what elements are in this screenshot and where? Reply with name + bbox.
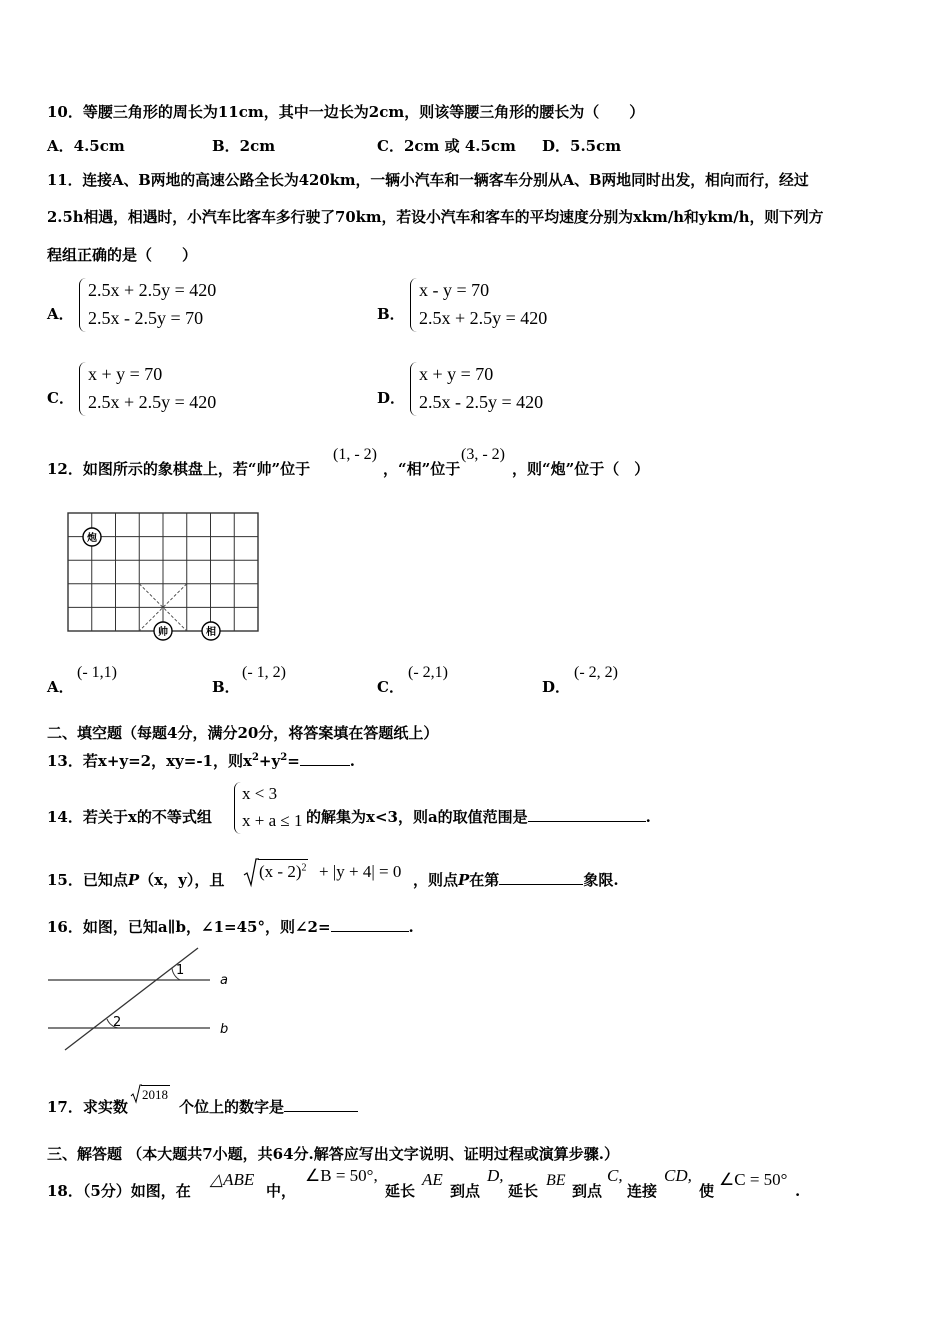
angle1-label: 1 — [176, 963, 185, 978]
q16-line — [47, 918, 414, 936]
label-b: b — [220, 1022, 229, 1037]
q17-prefix: 17．求实数 — [47, 1098, 128, 1116]
q15-radicand-text: (x - 2) — [259, 862, 302, 881]
q11-system-c-eq1: x + y = 70 — [88, 364, 163, 384]
q17-suffix-line — [179, 1098, 358, 1116]
q12-coord-shuai: (1, - 2) — [333, 446, 377, 463]
q17-radicand: 2018 — [142, 1087, 168, 1102]
q14-answer-blank[interactable] — [528, 821, 646, 822]
piece-shuai — [154, 622, 172, 640]
q15-line-b — [413, 871, 619, 889]
q18-text7: 使 — [699, 1182, 715, 1200]
q13-end: . — [349, 752, 355, 770]
q12-stem-part1: 12．如图所示的象棋盘上，若“帅”位于 — [47, 460, 311, 478]
q12-label-d: D． — [542, 678, 571, 696]
q14-brace — [234, 782, 241, 834]
q15-abs-part: + |y + 4| = 0 — [319, 862, 402, 881]
q11-system-d-eq1: x + y = 70 — [419, 364, 494, 384]
q11-system-c-eq2: 2.5x + 2.5y = 420 — [88, 392, 217, 412]
q18-point-c: C, — [607, 1166, 623, 1185]
q18-angle-b: ∠B = 50°, — [305, 1166, 378, 1185]
q18-text3: 到点 — [450, 1182, 481, 1200]
q12-label-b: B． — [212, 678, 240, 696]
q18-text6: 连接 — [627, 1182, 658, 1200]
q18-ae: AE — [422, 1170, 443, 1189]
q13-suffix: = — [287, 752, 300, 770]
q15-answer-blank[interactable] — [499, 884, 583, 885]
piece-pao — [83, 528, 101, 546]
parallel-lines-figure — [44, 944, 244, 1056]
q12-stem-part3: ，则“炮”位于（ ） — [512, 460, 650, 478]
angle2-label: 2 — [113, 1015, 122, 1030]
q16-answer-blank[interactable] — [331, 931, 409, 932]
q15-radical-sign — [243, 858, 259, 888]
q12-stem-part2: ，“相”位于 — [383, 460, 461, 478]
q14-ineq1: x < 3 — [242, 784, 278, 803]
q11-brace-d — [410, 362, 417, 416]
q15-line-a — [47, 871, 224, 889]
q17-answer-blank[interactable] — [284, 1111, 358, 1112]
q12-option-b: (- 1, 2) — [242, 664, 286, 681]
q11-label-d: D． — [377, 389, 406, 407]
q18-text5: 到点 — [572, 1182, 603, 1200]
q18-point-d: D, — [487, 1166, 504, 1185]
q15-coords: （x，y），且 — [139, 871, 225, 889]
q13-answer-blank[interactable] — [300, 765, 350, 766]
q11-stem-line1: 11．连接A、B两地的高速公路全长为420km，一辆小汽车和一辆客车分别从A、B两地同时出发，相向而行，经过 — [47, 172, 809, 189]
q14-suffix: 的解集为x<3，则a的取值范围是 — [306, 808, 528, 826]
q15-point-p-2: P — [458, 871, 470, 889]
q12-option-c: (- 2,1) — [408, 664, 448, 681]
piece-xiang — [202, 622, 220, 640]
q11-system-a-eq1: 2.5x + 2.5y = 420 — [88, 280, 217, 300]
piece-xiang-label: 相 — [206, 627, 216, 638]
q13-sup1: 2 — [251, 752, 259, 763]
q10-option-b: B．2cm — [212, 137, 276, 155]
q15-radicand — [258, 859, 308, 882]
q18-text4: 延长 — [508, 1182, 539, 1200]
q11-brace-c — [79, 362, 86, 416]
q14-prefix: 14．若关于x的不等式组 — [47, 808, 212, 826]
chessboard-figure — [62, 508, 266, 644]
q11-system-d-eq2: 2.5x - 2.5y = 420 — [419, 392, 544, 412]
piece-pao-label: 炮 — [87, 533, 97, 544]
q11-label-c: C． — [47, 389, 74, 407]
q18-text1: 中， — [266, 1182, 297, 1200]
q18-text2: 延长 — [385, 1182, 416, 1200]
q10-stem: 10．等腰三角形的周长为11cm，其中一边长为2cm，则该等腰三角形的腰长为（ ） — [47, 103, 645, 121]
q18-cd: CD, — [664, 1166, 692, 1185]
q11-stem-line2: 2.5h相遇，相遇时，小汽车比客车多行驶了70km，若设小汽车和客车的平均速度分别为xkm/h和ykm/h，则下列方 — [47, 209, 824, 226]
q12-coord-xiang: (3, - 2) — [461, 446, 505, 463]
q18-triangle: △ABE — [210, 1170, 255, 1189]
q18-angle-c: ∠C = 50° — [719, 1170, 788, 1189]
q12-option-d: (- 2, 2) — [574, 664, 618, 681]
q12-option-a: (- 1,1) — [77, 664, 117, 681]
q15-suffix: 在第 — [469, 871, 500, 889]
q14-suffix-line — [306, 808, 651, 826]
q16-end: . — [408, 918, 414, 936]
q11-system-b-eq1: x - y = 70 — [419, 280, 490, 300]
q13-mid: +y — [258, 752, 281, 770]
q10-option-c: C．2cm 或 4.5cm — [377, 137, 516, 155]
q11-system-a-eq2: 2.5x - 2.5y = 70 — [88, 308, 204, 328]
q15-equation — [243, 858, 413, 890]
section3-title: 三、解答题 （本大题共7小题，共64分.解答应写出文字说明、证明过程或演算步骤.） — [47, 1145, 619, 1163]
q13-sup2: 2 — [280, 752, 288, 763]
label-a: a — [220, 973, 228, 988]
q11-label-a: A． — [47, 305, 74, 323]
q17-suffix: 个位上的数字是 — [179, 1098, 285, 1116]
q10-option-d: D．5.5cm — [542, 137, 622, 155]
q11-label-b: B． — [377, 305, 405, 323]
q15-end: 象限. — [583, 871, 619, 889]
q13-line — [47, 749, 355, 770]
q15-mid: ，则点 — [413, 871, 459, 889]
piece-shuai-label: 帅 — [158, 627, 168, 638]
q18-be: BE — [546, 1172, 566, 1189]
q14-end: . — [645, 808, 651, 826]
q18-end: . — [795, 1182, 801, 1200]
q17-sqrt — [130, 1084, 178, 1106]
q12-label-a: A． — [47, 678, 74, 696]
q14-ineq2: x + a ≤ 1 — [242, 811, 303, 830]
q15-point-p: P — [127, 871, 140, 889]
section2-title: 二、填空题（每题4分，满分20分，将答案填在答题纸上） — [47, 724, 439, 742]
q11-stem-line3: 程组正确的是（ ） — [47, 246, 198, 264]
q11-brace-a — [79, 278, 86, 332]
q15-prefix: 15．已知点 — [47, 871, 128, 889]
q11-brace-b — [410, 278, 417, 332]
q11-system-b-eq2: 2.5x + 2.5y = 420 — [419, 308, 548, 328]
q10-option-a: A．4.5cm — [47, 137, 125, 155]
q16-text: 16．如图，已知a∥b，∠1=45°，则∠2= — [47, 918, 331, 936]
q12-label-c: C． — [377, 678, 404, 696]
q15-square: 2 — [301, 862, 307, 874]
q18-prefix: 18．（5分）如图，在 — [47, 1182, 191, 1200]
q13-prefix: 13．若x+y=2，xy=-1，则x — [47, 752, 252, 770]
